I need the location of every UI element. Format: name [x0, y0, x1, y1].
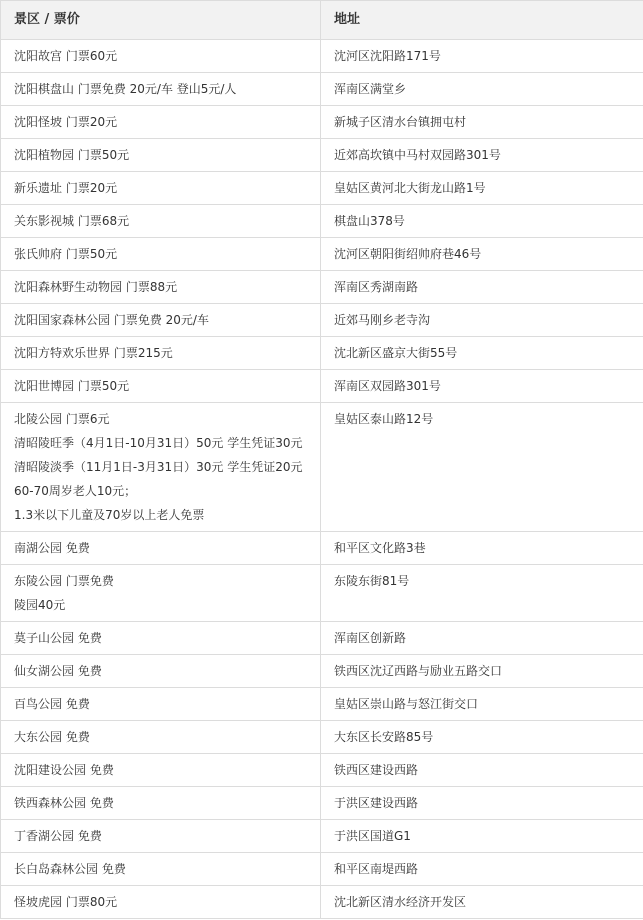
spot-price-line: 莫子山公园 免费 [14, 631, 102, 645]
spot-price-line: 沈阳植物园 门票50元 [14, 148, 130, 162]
table-row [1, 655, 643, 688]
address-cell: 浑南区秀湖南路 [321, 271, 643, 304]
spot-price-cell [1, 886, 321, 919]
spot-price-line: 沈阳世博园 门票50元 [14, 379, 130, 393]
table-row [1, 820, 643, 853]
table-row [1, 754, 643, 787]
header-spot-price: 景区 / 票价 [1, 1, 321, 40]
address-cell: 铁西区建设西路 [321, 754, 643, 787]
spot-price-cell [1, 403, 321, 532]
spot-price-cell [1, 721, 321, 754]
table-row [1, 565, 643, 622]
spot-price-cell [1, 337, 321, 370]
spot-price-cell [1, 565, 321, 622]
spot-price-cell [1, 73, 321, 106]
table-row [1, 403, 643, 532]
address-cell: 近郊高坎镇中马村双园路301号 [321, 139, 643, 172]
address-cell: 沈北新区盛京大街55号 [321, 337, 643, 370]
spot-price-cell [1, 754, 321, 787]
address-cell: 皇姑区崇山路与怒江街交口 [321, 688, 643, 721]
table-row [1, 205, 643, 238]
table-row [1, 370, 643, 403]
table-header-row [1, 1, 643, 40]
address-cell: 于洪区国道G1 [321, 820, 643, 853]
table-row [1, 787, 643, 820]
address-cell: 浑南区双园路301号 [321, 370, 643, 403]
spot-price-line: 东陵公园 门票免费 [14, 574, 114, 588]
spot-price-cell [1, 532, 321, 565]
table-row [1, 853, 643, 886]
table-row [1, 721, 643, 754]
spot-price-line: 张氏帅府 门票50元 [14, 247, 118, 261]
spot-price-line: 沈阳建设公园 免费 [14, 763, 114, 777]
address-cell: 浑南区创新路 [321, 622, 643, 655]
spot-price-line: 清昭陵淡季（11月1日-3月31日）30元 学生凭证20元 [14, 460, 303, 474]
spot-price-line: 大东公园 免费 [14, 730, 90, 744]
spot-price-line: 百鸟公园 免费 [14, 697, 90, 711]
spot-price-line: 清昭陵旺季（4月1日-10月31日）50元 学生凭证30元 [14, 436, 303, 450]
spot-price-line: 沈阳方特欢乐世界 门票215元 [14, 346, 173, 360]
table-row [1, 73, 643, 106]
address-cell: 于洪区建设西路 [321, 787, 643, 820]
spot-price-line: 沈阳怪坡 门票20元 [14, 115, 118, 129]
spot-price-cell [1, 139, 321, 172]
address-cell: 沈北新区清水经济开发区 [321, 886, 643, 919]
spot-price-cell [1, 205, 321, 238]
spot-price-line: 沈阳国家森林公园 门票免费 20元/车 [14, 313, 209, 327]
spot-price-line: 新乐遗址 门票20元 [14, 181, 118, 195]
header-address: 地址 [321, 1, 643, 40]
spot-price-cell [1, 787, 321, 820]
spot-price-cell [1, 622, 321, 655]
spot-price-cell [1, 271, 321, 304]
spot-price-cell [1, 655, 321, 688]
address-cell: 沈河区朝阳街绍帅府巷46号 [321, 238, 643, 271]
spot-price-line: 沈阳棋盘山 门票免费 20元/车 登山5元/人 [14, 82, 237, 96]
address-cell: 沈河区沈阳路171号 [321, 40, 643, 73]
spot-price-line: 陵园40元 [14, 598, 66, 612]
spot-price-line: 铁西森林公园 免费 [14, 796, 114, 810]
address-cell: 皇姑区泰山路12号 [321, 403, 643, 532]
address-cell: 和平区文化路3巷 [321, 532, 643, 565]
spot-price-line: 仙女湖公园 免费 [14, 664, 102, 678]
table-row [1, 337, 643, 370]
table-row [1, 886, 643, 919]
spot-price-line: 1.3米以下儿童及70岁以上老人免票 [14, 508, 205, 522]
spot-price-cell [1, 820, 321, 853]
table-row [1, 139, 643, 172]
table-body [1, 40, 643, 919]
spot-price-cell [1, 106, 321, 139]
table-row [1, 688, 643, 721]
table-row [1, 304, 643, 337]
spot-price-line: 长白岛森林公园 免费 [14, 862, 126, 876]
address-cell: 棋盘山378号 [321, 205, 643, 238]
address-cell: 新城子区清水台镇拥屯村 [321, 106, 643, 139]
address-cell: 和平区南堤西路 [321, 853, 643, 886]
spot-price-line: 沈阳故宫 门票60元 [14, 49, 118, 63]
spot-price-line: 南湖公园 免费 [14, 541, 90, 555]
spot-price-line: 怪坡虎园 门票80元 [14, 895, 118, 909]
spot-price-cell [1, 304, 321, 337]
address-cell: 铁西区沈辽西路与励业五路交口 [321, 655, 643, 688]
address-cell: 浑南区满堂乡 [321, 73, 643, 106]
table-row [1, 172, 643, 205]
table-row [1, 271, 643, 304]
table-row [1, 40, 643, 73]
spot-price-cell [1, 688, 321, 721]
spot-price-line: 60-70周岁老人10元； [14, 484, 137, 498]
address-cell: 近郊马刚乡老寺沟 [321, 304, 643, 337]
spot-price-cell [1, 40, 321, 73]
table-row [1, 622, 643, 655]
table-row [1, 106, 643, 139]
spot-price-line: 丁香湖公园 免费 [14, 829, 102, 843]
spot-price-cell [1, 172, 321, 205]
spot-price-cell [1, 370, 321, 403]
spot-price-line: 沈阳森林野生动物园 门票88元 [14, 280, 178, 294]
spot-price-line: 关东影视城 门票68元 [14, 214, 130, 228]
spot-price-cell [1, 238, 321, 271]
address-cell: 东陵东街81号 [321, 565, 643, 622]
spot-price-line: 北陵公园 门票6元 [14, 412, 110, 426]
table-row [1, 238, 643, 271]
address-cell: 大东区长安路85号 [321, 721, 643, 754]
table-row [1, 532, 643, 565]
spot-price-cell [1, 853, 321, 886]
address-cell: 皇姑区黄河北大街龙山路1号 [321, 172, 643, 205]
